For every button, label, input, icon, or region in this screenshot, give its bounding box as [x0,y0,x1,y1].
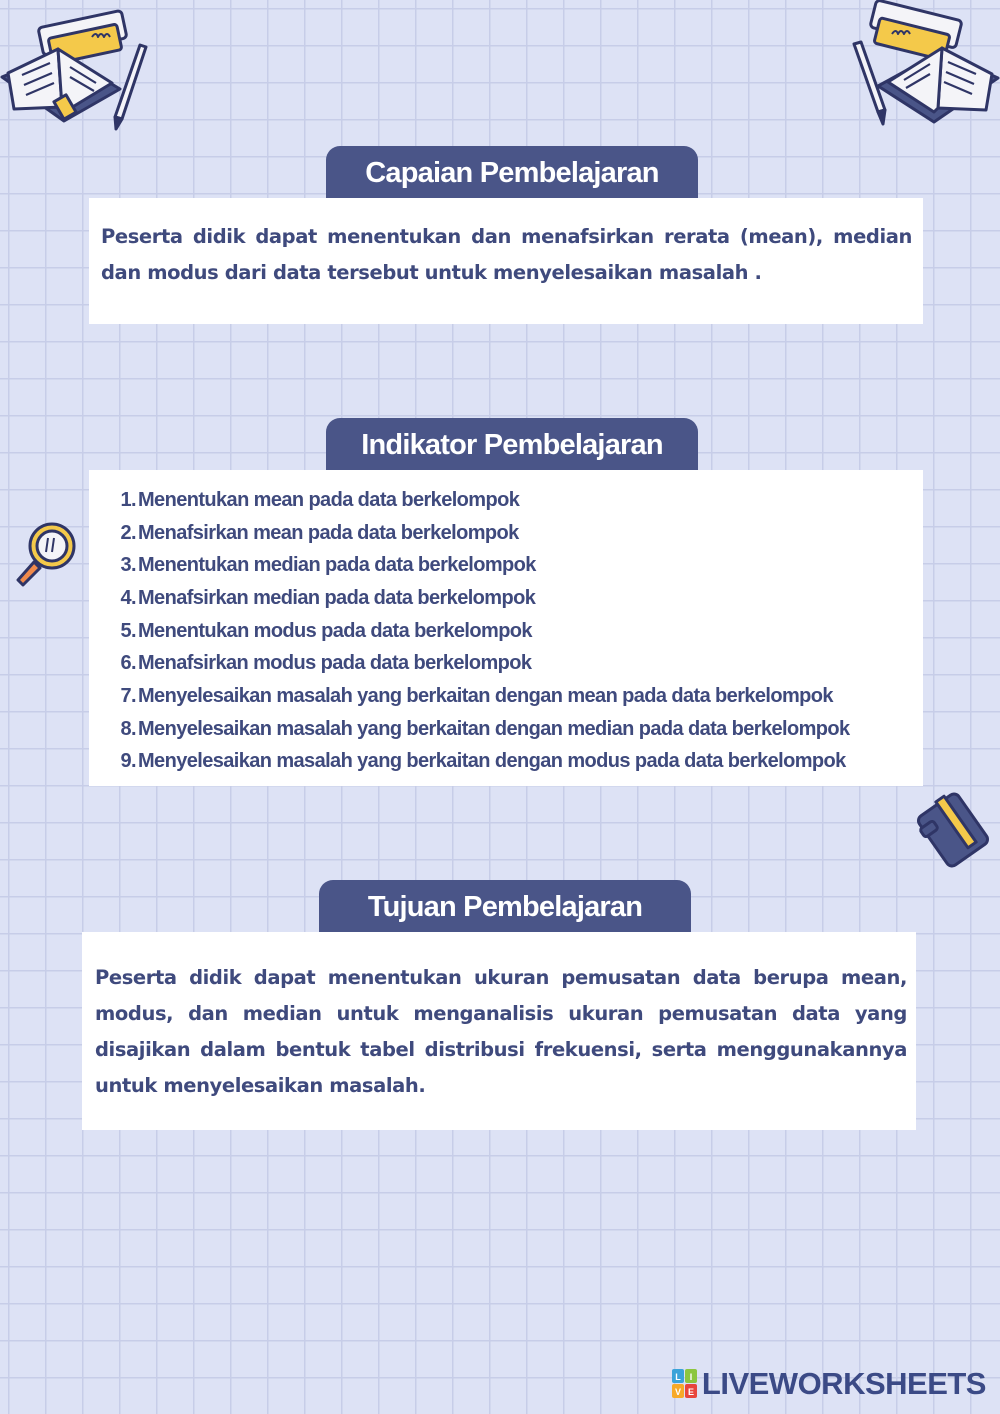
indikator-list [116,484,923,778]
list-item: 2. Menafsirkan mean pada data berkelompok [120,521,519,544]
list-item: 6. Menafsirkan modus pada data berkelompok [120,652,532,675]
brand-name: LIVEWORKSHEETS [701,1366,986,1401]
section-title-capaian: Capaian Pembelajaran [326,146,698,200]
svg-text:E: E [687,1387,694,1397]
tujuan-card [82,932,916,1130]
list-item: 4. Menafsirkan median pada data berkelompok [120,586,536,609]
liveworksheets-logo-icon [672,1369,698,1399]
list-item: 3. Menentukan median pada data berkelompok [120,554,536,577]
books-icon [848,0,1000,140]
footer-brand[interactable] [672,1366,986,1402]
section-title-indikator: Indikator Pembelajaran [326,418,698,472]
svg-text:I: I [689,1372,693,1382]
capaian-text: Peserta didik dapat menentukan dan menafsirkan rerata (mean), median dan modus dari data tersebut untuk menyelesaikan masalah . [101,225,912,284]
tujuan-text: Peserta didik dapat menentukan ukuran pemusatan data berupa mean, modus, dan median untuk menganalisis ukuran pemusatan data yang disajikan dalam bentuk tabel distribusi frekuensi, serta menggunakannya untuk menyelesaikan masalah. [95,966,907,1097]
indikator-card [89,470,923,786]
books-icon [0,5,150,140]
notebook-icon [915,788,993,868]
magnifier-icon [10,516,80,588]
capaian-card [89,198,923,324]
list-item: 1. Menentukan mean pada data berkelompok [120,488,520,511]
list-item: 9. Menyelesaikan masalah yang berkaitan dengan modus pada data berkelompok [120,750,846,773]
svg-text:L: L [675,1372,681,1382]
list-item: 5. Menentukan modus pada data berkelompok [120,619,532,642]
section-title-tujuan: Tujuan Pembelajaran [319,880,691,934]
list-item: 7. Menyelesaikan masalah yang berkaitan dengan mean pada data berkelompok [120,684,833,707]
svg-text:V: V [674,1387,681,1397]
list-item: 8. Menyelesaikan masalah yang berkaitan dengan median pada data berkelompok [120,717,850,740]
